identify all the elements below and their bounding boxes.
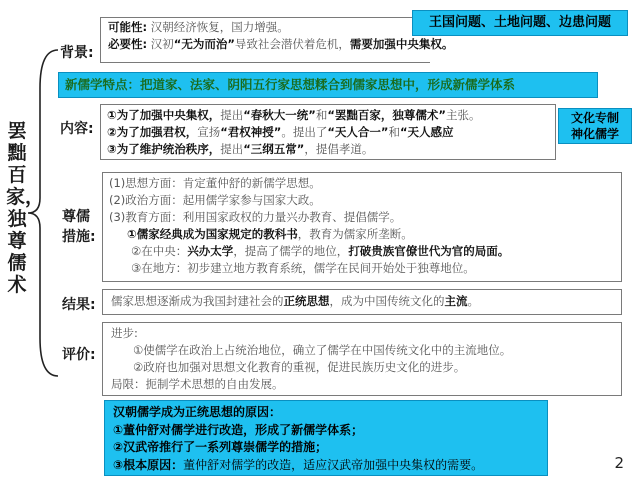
background-box-border	[100, 17, 430, 63]
reasons-point3-head: ③根本原因：	[113, 457, 184, 472]
content-line1-post: 主张。	[446, 108, 481, 122]
content-line1-q1: “春秋大一统”	[243, 108, 316, 122]
result-box	[102, 289, 622, 315]
result-bold1: 正统思想	[283, 294, 330, 308]
necessity-head: 必要性:	[108, 37, 148, 51]
possibility-text: 汉朝经济恢复，国力增强。	[150, 20, 289, 34]
content-line1-and: 和	[315, 108, 328, 122]
content-line1-head: ①为了加强中央集权，	[107, 108, 221, 122]
evaluation-point2: ②政府也加强对思想文化教育的重视，促进民族历史文化的进步。	[133, 360, 466, 374]
measures-education: (3)教育方面：利用国家政权的力量兴办教育、提倡儒学。	[109, 210, 402, 224]
necessity-quote: “无为而治”	[173, 37, 235, 51]
measures-local: ③在地方：初步建立地方教育系统，儒学在民间开始处于独尊地位。	[131, 261, 475, 275]
evaluation-progress: 进步:	[111, 326, 138, 340]
evaluation-label: 评价:	[62, 347, 96, 363]
measures-politics: (2)政治方面：起用儒学家参与国家大政。	[109, 193, 321, 207]
measures-textbook-bold: ①儒家经典成为国家规定的教科书	[127, 227, 298, 241]
necessity-mid: 导致社会潜伏着危机，	[234, 37, 350, 51]
brace-icon	[26, 48, 60, 378]
result-bold2: 主流	[444, 294, 468, 308]
result-post: 。	[467, 294, 479, 308]
page-number: 2	[614, 454, 624, 472]
measures-central-bold2: 打破贵族官僚世代为官的局面。	[348, 244, 510, 258]
reasons-point3-rest: 董仲舒对儒学的改造，适应汉武帝加强中央集权的需要。	[183, 457, 484, 472]
content-label: 内容:	[60, 121, 94, 137]
content-line3-head: ③为了维护统治秩序，	[107, 142, 221, 156]
background-label: 背景:	[60, 45, 94, 61]
measures-central-bold1: 兴办太学	[187, 244, 234, 258]
content-line3-pre: 提出	[220, 142, 244, 156]
reasons-box	[104, 400, 548, 476]
content-line3-post: ，提倡孝道。	[304, 142, 374, 156]
callout-right-line2: 神化儒学	[570, 127, 619, 141]
result-label: 结果:	[62, 297, 96, 313]
new-confucianism-banner: 新儒学特点：把道家、法家、阴阳五行家思想糅合到儒家思想中，形成新儒学体系	[58, 72, 598, 98]
measures-thought: (1)思想方面：肯定董仲舒的新儒学思想。	[109, 176, 321, 190]
content-line2-q1: “君权神授”	[220, 125, 282, 139]
reasons-point1: ①董仲舒对儒学进行改造，形成了新儒学体系；	[113, 422, 364, 437]
content-line2-and: 和	[388, 125, 400, 139]
reasons-title: 汉朝儒学成为正统思想的原因：	[113, 405, 282, 419]
measures-label-line2: 措施:	[62, 229, 96, 245]
callout-right-line1: 文化专制	[570, 111, 619, 125]
page-title: 罢黜百家，独尊儒术	[6, 120, 45, 296]
measures-central-mid: ，提高了儒学的地位，	[233, 244, 349, 258]
result-mid: ，成为中国传统文化的	[329, 294, 445, 308]
content-line2-pre: 宣扬	[197, 125, 221, 139]
possibility-head: 可能性:	[108, 20, 148, 34]
evaluation-box	[102, 322, 622, 396]
callout-cultural-autocracy	[558, 108, 632, 144]
content-line2-mid: 。提出了	[281, 125, 328, 139]
measures-central-pre: ②在中央：	[131, 244, 188, 258]
measures-label	[62, 207, 96, 247]
reasons-point2: ②汉武帝推行了一系列尊崇儒学的措施；	[113, 440, 328, 454]
result-pre: 儒家思想逐渐成为我国封建社会的	[111, 294, 284, 308]
content-line1-pre: 提出	[220, 108, 244, 122]
necessity-bold: 需要加强中央集权。	[349, 37, 454, 51]
evaluation-point1: ①使儒学在政治上占统治地位，确立了儒学在中国传统文化中的主流地位。	[133, 343, 512, 357]
evaluation-limitation: 局限：扼制学术思想的自由发展。	[111, 377, 284, 391]
content-line3-q: “三纲五常”	[243, 142, 305, 156]
content-line1-q2: “罢黜百家，独尊儒术”	[327, 108, 446, 122]
content-line2-q3: “天人感应	[400, 125, 454, 139]
measures-textbook-rest: ，教育为儒家所垄断。	[297, 227, 413, 241]
necessity-pre: 汉初	[150, 37, 174, 51]
content-box	[100, 104, 556, 160]
measures-box	[102, 172, 622, 282]
content-line2-q2: “天人合一”	[327, 125, 389, 139]
measures-label-line1: 尊儒	[62, 209, 90, 225]
callout-problems: 王国问题、土地问题、边患问题	[412, 10, 628, 36]
content-line2-head: ②为了加强君权，	[107, 125, 198, 139]
